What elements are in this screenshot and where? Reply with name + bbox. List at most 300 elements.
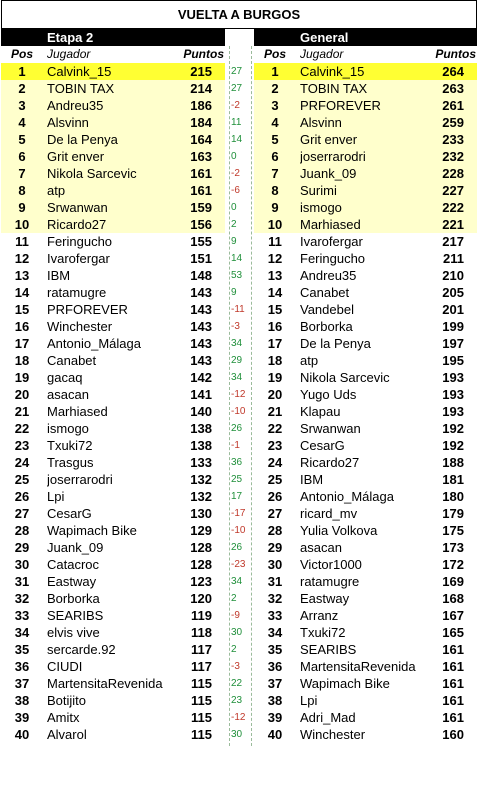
general-table-row: [254, 301, 477, 318]
general-table-row: [254, 250, 477, 267]
etapa-points: 115: [191, 676, 212, 691]
etapa-pos: 38: [14, 693, 30, 708]
etapa-position-change: 17: [231, 491, 243, 502]
etapa-table-row: [1, 148, 225, 165]
etapa-points: 186: [190, 98, 212, 113]
etapa-player-name: Ricardo27: [47, 217, 107, 232]
etapa-position-change: 2: [231, 593, 237, 604]
general-table-row: [254, 471, 477, 488]
general-pos: 14: [267, 285, 283, 300]
general-table-row: [254, 352, 477, 369]
etapa-pos: 3: [18, 98, 26, 113]
etapa-table-row: [1, 199, 225, 216]
etapa-pos: 8: [18, 183, 26, 198]
general-points: 211: [443, 251, 464, 266]
general-points: 193: [442, 387, 464, 402]
etapa-table-row: [1, 352, 225, 369]
general-table-row: [254, 182, 477, 199]
etapa-player-name: Amitx: [47, 710, 80, 725]
etapa-points: 141: [190, 387, 212, 402]
etapa-points: 143: [190, 302, 212, 317]
general-player-name: ricard_mv: [300, 506, 358, 521]
general-player-name: Wapimach Bike: [300, 676, 390, 691]
etapa-points: 140: [190, 404, 212, 419]
general-player-name: IBM: [300, 472, 324, 487]
etapa-points: 143: [190, 285, 212, 300]
etapa-position-change: -12: [231, 389, 246, 400]
etapa-position-change: -3: [231, 661, 240, 672]
general-pos: 38: [267, 693, 283, 708]
etapa-table-row: [1, 301, 225, 318]
general-points: 222: [442, 200, 464, 215]
etapa-column-headers: [1, 46, 225, 63]
general-points: 168: [442, 591, 464, 606]
etapa-position-change: -23: [231, 559, 246, 570]
etapa-points: 148: [190, 268, 212, 283]
etapa-table-row: [1, 437, 225, 454]
etapa-points: 138: [190, 421, 212, 436]
general-player-name: De la Penya: [300, 336, 371, 351]
etapa-player-name: IBM: [47, 268, 71, 283]
general-table-row: [254, 114, 477, 131]
etapa-table-row: [1, 284, 225, 301]
general-points: 181: [442, 472, 464, 487]
general-points: 217: [442, 234, 464, 249]
etapa-points: 132: [190, 489, 212, 504]
etapa-table-row: [1, 505, 225, 522]
etapa-position-change: 0: [231, 202, 237, 213]
general-points: 161: [442, 693, 464, 708]
etapa-table-row: [1, 165, 225, 182]
general-player-name: Ricardo27: [300, 455, 360, 470]
general-points: 221: [442, 217, 464, 232]
etapa-points: 161: [190, 183, 212, 198]
etapa-player-name: Feringucho: [47, 234, 113, 249]
general-points: 261: [442, 98, 464, 113]
general-pos: 27: [267, 506, 283, 521]
etapa-position-change: 29: [231, 355, 243, 366]
general-table-row: [254, 148, 477, 165]
general-table-row: [254, 641, 477, 658]
etapa-table-row: [1, 403, 225, 420]
etapa-position-change: -10: [231, 525, 246, 536]
page-title: VUELTA A BURGOS: [1, 0, 477, 29]
etapa-position-change: 53: [231, 270, 243, 281]
general-table-row: [254, 454, 477, 471]
general-pos: 37: [267, 676, 283, 691]
etapa-position-change: 23: [231, 695, 243, 706]
general-points: 192: [442, 438, 464, 453]
etapa-table-row: [1, 216, 225, 233]
general-table-row: [254, 675, 477, 692]
general-player-name: Antonio_Málaga: [300, 489, 394, 504]
general-points: 210: [442, 268, 464, 283]
general-points: 161: [442, 710, 464, 725]
etapa-table-row: [1, 692, 225, 709]
etapa-player-name: Ivarofergar: [47, 251, 110, 266]
etapa-points: 215: [190, 64, 212, 79]
etapa-player-name: De la Penya: [47, 132, 118, 147]
etapa-table-row: [1, 250, 225, 267]
general-points: 197: [442, 336, 464, 351]
general-points: 259: [442, 115, 464, 130]
general-pos: 32: [267, 591, 283, 606]
general-points: 161: [442, 642, 464, 657]
etapa-pos: 34: [14, 625, 30, 640]
general-table-row: [254, 97, 477, 114]
general-header: [254, 29, 477, 46]
etapa-position-change: 11: [231, 117, 242, 128]
etapa-pos: 12: [14, 251, 30, 266]
general-points: 233: [442, 132, 464, 147]
general-pos: 13: [267, 268, 283, 283]
etapa-player-name: SEARIBS: [47, 608, 104, 623]
etapa-pos: 13: [14, 268, 30, 283]
etapa-pos: 9: [18, 200, 26, 215]
etapa-pos: 24: [14, 455, 30, 470]
general-pos: 22: [267, 421, 283, 436]
etapa-col-pos: Pos: [11, 47, 34, 61]
general-table-row: [254, 624, 477, 641]
etapa-player-name: Catacroc: [47, 557, 100, 572]
etapa-table-row: [1, 539, 225, 556]
general-pos: 3: [271, 98, 279, 113]
etapa-player-name: Nikola Sarcevic: [47, 166, 137, 181]
etapa-position-change: 9: [231, 236, 237, 247]
etapa-pos: 39: [14, 710, 30, 725]
general-pos: 16: [267, 319, 283, 334]
general-player-name: atp: [300, 353, 319, 368]
etapa-pos: 14: [14, 285, 30, 300]
etapa-header: [1, 29, 225, 46]
etapa-position-change: -2: [231, 168, 240, 179]
etapa-player-name: Borborka: [47, 591, 100, 606]
general-points: 167: [442, 608, 464, 623]
general-points: 160: [442, 727, 464, 742]
general-points: 161: [442, 676, 464, 691]
etapa-table-row: [1, 267, 225, 284]
general-player-name: Juank_09: [300, 166, 357, 181]
general-player-name: Calvink_15: [300, 64, 365, 79]
etapa-position-change: -3: [231, 321, 240, 332]
general-pos: 19: [267, 370, 283, 385]
etapa-table-row: [1, 335, 225, 352]
general-pos: 31: [267, 574, 283, 589]
etapa-points: 184: [190, 115, 212, 130]
etapa-player-name: TOBIN TAX: [47, 81, 115, 96]
etapa-position-change: 2: [231, 644, 237, 655]
general-player-name: Winchester: [300, 727, 366, 742]
etapa-position-change: -6: [231, 185, 240, 196]
general-points: 165: [442, 625, 464, 640]
etapa-pos: 18: [14, 353, 30, 368]
etapa-pos: 21: [14, 404, 30, 419]
etapa-pos: 2: [18, 81, 26, 96]
general-table-row: [254, 131, 477, 148]
general-points: 195: [442, 353, 464, 368]
general-table-row: [254, 488, 477, 505]
general-points: 228: [442, 166, 464, 181]
etapa-position-change: 34: [231, 372, 243, 383]
general-player-name: Klapau: [300, 404, 341, 419]
general-points: 192: [442, 421, 464, 436]
general-points: 232: [442, 149, 464, 164]
general-points: 173: [442, 540, 464, 555]
general-table-row: [254, 726, 477, 743]
general-pos: 10: [267, 217, 283, 232]
general-pos: 34: [267, 625, 283, 640]
etapa-points: 156: [190, 217, 212, 232]
general-table-row: [254, 267, 477, 284]
general-pos: 25: [267, 472, 283, 487]
general-points: 179: [442, 506, 464, 521]
general-table-row: [254, 590, 477, 607]
etapa-pos: 22: [14, 421, 30, 436]
etapa-points: 143: [190, 353, 212, 368]
general-player-name: Adri_Mad: [300, 710, 356, 725]
general-player-name: CesarG: [300, 438, 345, 453]
etapa-table-row: [1, 522, 225, 539]
general-player-name: asacan: [300, 540, 342, 555]
etapa-points: 118: [191, 625, 212, 640]
etapa-table-row: [1, 658, 225, 675]
etapa-position-change: 34: [231, 576, 243, 587]
etapa-pos: 16: [14, 319, 30, 334]
general-pos: 12: [267, 251, 283, 266]
general-table-row: [254, 692, 477, 709]
etapa-points: 123: [190, 574, 212, 589]
etapa-position-change: -17: [231, 508, 246, 519]
etapa-table-row: [1, 369, 225, 386]
general-player-name: ratamugre: [300, 574, 360, 589]
etapa-pos: 31: [14, 574, 30, 589]
etapa-player-name: asacan: [47, 387, 89, 402]
etapa-table-row: [1, 709, 225, 726]
general-pos: 8: [271, 183, 279, 198]
general-player-name: Surimi: [300, 183, 337, 198]
general-points: 180: [442, 489, 464, 504]
etapa-points: 163: [190, 149, 212, 164]
general-pos: 17: [267, 336, 283, 351]
etapa-table-row: [1, 624, 225, 641]
general-player-name: Canabet: [300, 285, 350, 300]
etapa-player-name: Srwanwan: [47, 200, 108, 215]
etapa-position-change: 14: [231, 253, 243, 264]
general-pos: 1: [271, 64, 279, 79]
etapa-table-row: [1, 556, 225, 573]
etapa-table-row: [1, 80, 225, 97]
etapa-points: 164: [190, 132, 212, 147]
etapa-player-name: Andreu35: [47, 98, 104, 113]
general-player-name: Yulia Volkova: [300, 523, 378, 538]
general-player-name: ismogo: [300, 200, 342, 215]
general-pos: 6: [271, 149, 279, 164]
general-points: 193: [442, 404, 464, 419]
etapa-player-name: PRFOREVER: [47, 302, 128, 317]
etapa-pos: 32: [14, 591, 30, 606]
etapa-position-change: -12: [231, 712, 246, 723]
general-table-row: [254, 369, 477, 386]
general-header-label: General: [300, 30, 349, 45]
etapa-points: 142: [190, 370, 212, 385]
general-player-name: MartensitaRevenida: [300, 659, 416, 674]
general-table-row: [254, 420, 477, 437]
general-table-row: [254, 658, 477, 675]
general-player-name: Eastway: [300, 591, 350, 606]
etapa-pos: 36: [14, 659, 30, 674]
general-pos: 40: [267, 727, 283, 742]
general-pos: 39: [267, 710, 283, 725]
general-table-row: [254, 80, 477, 97]
general-player-name: Vandebel: [300, 302, 354, 317]
general-pos: 5: [271, 132, 279, 147]
general-pos: 15: [267, 302, 283, 317]
etapa-table-row: [1, 488, 225, 505]
general-table-row: [254, 522, 477, 539]
general-column-headers: [254, 46, 477, 63]
etapa-position-change: 27: [231, 66, 243, 77]
etapa-table-row: [1, 590, 225, 607]
etapa-position-change: 27: [231, 83, 243, 94]
etapa-table-row: [1, 318, 225, 335]
etapa-header-label: Etapa 2: [47, 30, 94, 45]
general-col-pos: Pos: [264, 47, 287, 61]
general-player-name: Srwanwan: [300, 421, 361, 436]
etapa-player-name: Winchester: [47, 319, 113, 334]
general-pos: 29: [267, 540, 283, 555]
etapa-table-row: [1, 726, 225, 743]
general-pos: 18: [267, 353, 283, 368]
standings-sheet: [1, 0, 477, 742]
general-pos: 33: [267, 608, 283, 623]
etapa-points: 143: [190, 319, 212, 334]
general-pos: 20: [267, 387, 283, 402]
etapa-position-change: 14: [231, 134, 243, 145]
general-pos: 21: [267, 404, 283, 419]
etapa-table-row: [1, 182, 225, 199]
etapa-pos: 33: [14, 608, 30, 623]
etapa-table-row: [1, 97, 225, 114]
general-points: 227: [442, 183, 464, 198]
general-points: 201: [442, 302, 464, 317]
etapa-pos: 7: [18, 166, 26, 181]
etapa-player-name: Lpi: [47, 489, 65, 504]
etapa-table-row: [1, 63, 225, 80]
etapa-pos: 19: [14, 370, 30, 385]
etapa-position-change: 22: [231, 678, 243, 689]
etapa-table-row: [1, 420, 225, 437]
general-pos: 2: [271, 81, 279, 96]
etapa-position-change: -9: [231, 610, 240, 621]
etapa-player-name: Trasgus: [47, 455, 94, 470]
general-player-name: Borborka: [300, 319, 353, 334]
etapa-pos: 20: [14, 387, 30, 402]
general-player-name: Andreu35: [300, 268, 357, 283]
general-pos: 35: [267, 642, 283, 657]
etapa-pos: 35: [14, 642, 30, 657]
general-table-row: [254, 318, 477, 335]
etapa-pos: 17: [14, 336, 30, 351]
etapa-pos: 11: [15, 234, 29, 249]
general-player-name: Marhiased: [300, 217, 361, 232]
general-table-row: [254, 505, 477, 522]
etapa-points: 117: [191, 642, 212, 657]
etapa-player-name: Grit enver: [47, 149, 105, 164]
etapa-points: 133: [190, 455, 212, 470]
etapa-player-name: Alsvinn: [47, 115, 89, 130]
general-col-name: Jugador: [300, 47, 344, 61]
etapa-player-name: Eastway: [47, 574, 97, 589]
general-player-name: Victor1000: [300, 557, 362, 572]
general-player-name: Lpi: [300, 693, 318, 708]
etapa-pos: 10: [14, 217, 30, 232]
general-table-row: [254, 556, 477, 573]
etapa-position-change: -1: [231, 440, 240, 451]
etapa-player-name: ismogo: [47, 421, 89, 436]
general-points: 205: [442, 285, 464, 300]
general-table-row: [254, 403, 477, 420]
etapa-points: 119: [191, 608, 212, 623]
general-pos: 4: [271, 115, 279, 130]
general-player-name: Ivarofergar: [300, 234, 363, 249]
etapa-player-name: Antonio_Málaga: [47, 336, 141, 351]
general-points: 175: [442, 523, 464, 538]
general-player-name: TOBIN TAX: [300, 81, 368, 96]
general-player-name: Yugo Uds: [300, 387, 357, 402]
etapa-pos: 26: [14, 489, 30, 504]
etapa-table-row: [1, 233, 225, 250]
column-divider: [251, 46, 253, 746]
general-table-row: [254, 573, 477, 590]
etapa-points: 117: [191, 659, 212, 674]
etapa-position-change: 34: [231, 338, 243, 349]
etapa-points: 129: [190, 523, 212, 538]
general-points: 188: [442, 455, 464, 470]
etapa-player-name: gacaq: [47, 370, 83, 385]
general-table-row: [254, 709, 477, 726]
etapa-table-row: [1, 471, 225, 488]
general-points: 169: [442, 574, 464, 589]
general-pos: 11: [268, 234, 282, 249]
etapa-pos: 40: [14, 727, 30, 742]
general-points: 172: [442, 557, 464, 572]
etapa-player-name: joserrarodri: [47, 472, 113, 487]
etapa-player-name: Botijito: [47, 693, 87, 708]
general-player-name: Feringucho: [300, 251, 366, 266]
etapa-pos: 28: [14, 523, 30, 538]
etapa-player-name: Canabet: [47, 353, 97, 368]
etapa-pos: 37: [14, 676, 30, 691]
general-table-row: [254, 63, 477, 80]
general-table-row: [254, 165, 477, 182]
general-player-name: PRFOREVER: [300, 98, 381, 113]
etapa-col-points: Puntos: [183, 47, 224, 61]
etapa-pos: 30: [14, 557, 30, 572]
etapa-pos: 4: [18, 115, 26, 130]
etapa-table-row: [1, 386, 225, 403]
etapa-position-change: -11: [231, 304, 245, 315]
etapa-pos: 1: [18, 64, 26, 79]
general-player-name: Alsvinn: [300, 115, 342, 130]
etapa-points: 159: [190, 200, 212, 215]
etapa-player-name: CIUDI: [47, 659, 83, 674]
etapa-points: 143: [190, 336, 212, 351]
general-pos: 36: [267, 659, 283, 674]
etapa-player-name: Txuki72: [47, 438, 93, 453]
etapa-position-change: -2: [231, 100, 240, 111]
general-pos: 28: [267, 523, 283, 538]
etapa-points: 151: [190, 251, 212, 266]
